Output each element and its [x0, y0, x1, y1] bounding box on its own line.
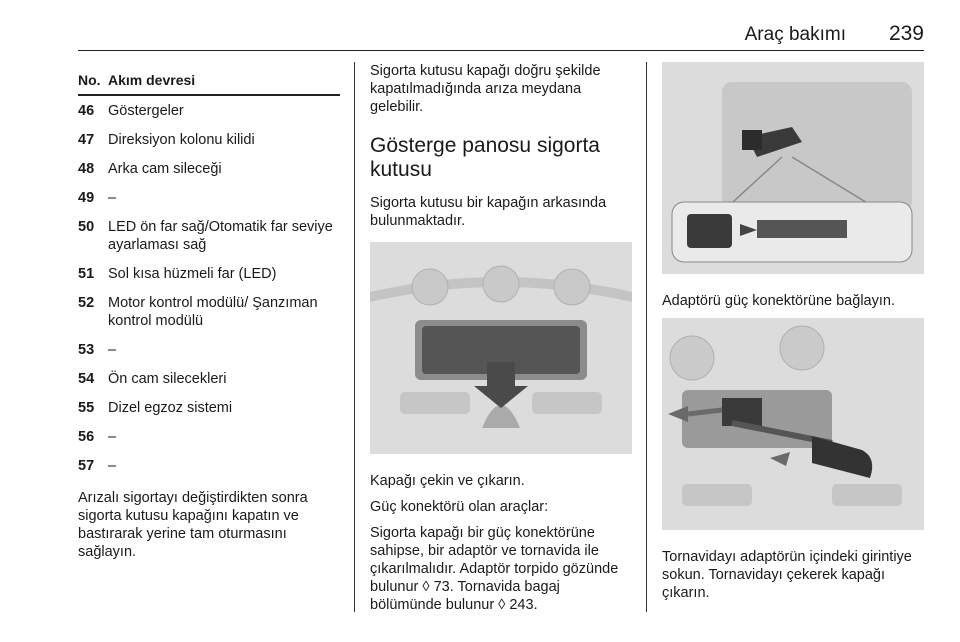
- fuse-circuit: Direksiyon kolonu kilidi: [108, 132, 255, 148]
- power-connector-note: Güç konektörü olan araçlar:: [370, 499, 549, 515]
- table-row: [78, 399, 340, 417]
- fuse-number: 54: [78, 371, 95, 387]
- fuse-number: 52: [78, 295, 95, 311]
- table-row: [78, 160, 340, 178]
- column-divider: [646, 62, 647, 612]
- fuse-circuit: Dizel egzoz sistemi: [108, 400, 233, 416]
- page-number: 239: [888, 22, 924, 45]
- fuse-circuit: LED ön far sağ/Otomatik far seviye ayarlaması sağ: [108, 219, 333, 253]
- fuse-number: 50: [78, 219, 95, 235]
- screwdriver-photo: [662, 318, 924, 530]
- table-row: [78, 428, 340, 446]
- fuse-circuit: –: [108, 429, 117, 445]
- fuse-number: 56: [78, 429, 95, 445]
- header-circuit: Akım devresi: [108, 72, 196, 88]
- table-row: [78, 457, 340, 475]
- column-left: [78, 62, 340, 561]
- location-paragraph: Sigorta kutusu bir kapağın arkasında bulunmaktadır.: [370, 195, 607, 229]
- photo-caption: Kapağı çekin ve çıkarın.: [370, 473, 525, 489]
- fuse-number: 46: [78, 103, 95, 119]
- fuse-circuit: Arka cam sileceği: [108, 161, 222, 177]
- column-middle: [370, 62, 632, 614]
- fuse-table-body: [78, 102, 340, 475]
- fuse-circuit: –: [108, 342, 117, 358]
- fuse-cover-photo: [370, 242, 632, 454]
- fuse-number: 55: [78, 400, 95, 416]
- connect-caption: Adaptörü güç konektörüne bağlayın.: [662, 293, 895, 309]
- fuse-number: 48: [78, 161, 95, 177]
- header-no: No.: [78, 72, 101, 88]
- table-row: [78, 370, 340, 388]
- page-header: [78, 16, 924, 51]
- fuse-table-header: [78, 62, 340, 96]
- table-row: [78, 131, 340, 149]
- adaptor-connect-photo: [662, 62, 924, 274]
- fuse-number: 47: [78, 132, 95, 148]
- fuse-circuit: –: [108, 190, 117, 206]
- fuse-number: 51: [78, 266, 95, 282]
- table-row: [78, 294, 340, 330]
- column-divider: [354, 62, 355, 612]
- closing-paragraph: Arızalı sigortayı değiştirdikten sonra sigorta kutusu kapağını kapatın ve bastırarak yerine tam oturmasını sağlayın.: [78, 490, 308, 560]
- adaptor-instructions: Sigorta kapağı bir güç konektörüne sahipse, bir adaptör ve tornavida ile çıkarılmalıdır. Adaptör torpido gözünde bulunur ◊ 73. Tornavida bagaj bölümünde bulunur ◊ 243.: [370, 525, 619, 613]
- intro-paragraph: Sigorta kutusu kapağı doğru şekilde kapatılmadığında arıza meydana gelebilir.: [370, 63, 601, 115]
- column-right: [662, 62, 924, 602]
- fuse-number: 49: [78, 190, 95, 206]
- table-row: [78, 102, 340, 120]
- section-title: Araç bakımı: [744, 24, 846, 45]
- fuse-number: 57: [78, 458, 95, 474]
- table-row: [78, 341, 340, 359]
- table-row: [78, 265, 340, 283]
- table-row: [78, 189, 340, 207]
- fuse-number: 53: [78, 342, 95, 358]
- table-row: [78, 218, 340, 254]
- section-heading: Gösterge panosu sigorta kutusu: [370, 134, 600, 181]
- screwdriver-caption: Tornavidayı adaptörün içindeki girintiye sokun. Tornavidayı çekerek kapağı çıkarın.: [662, 549, 912, 601]
- fuse-circuit: Motor kontrol modülü/ Şanzıman kontrol modülü: [108, 295, 318, 329]
- fuse-circuit: Göstergeler: [108, 103, 184, 119]
- fuse-circuit: –: [108, 458, 117, 474]
- fuse-circuit: Sol kısa hüzmeli far (LED): [108, 266, 277, 282]
- fuse-circuit: Ön cam silecekleri: [108, 371, 227, 387]
